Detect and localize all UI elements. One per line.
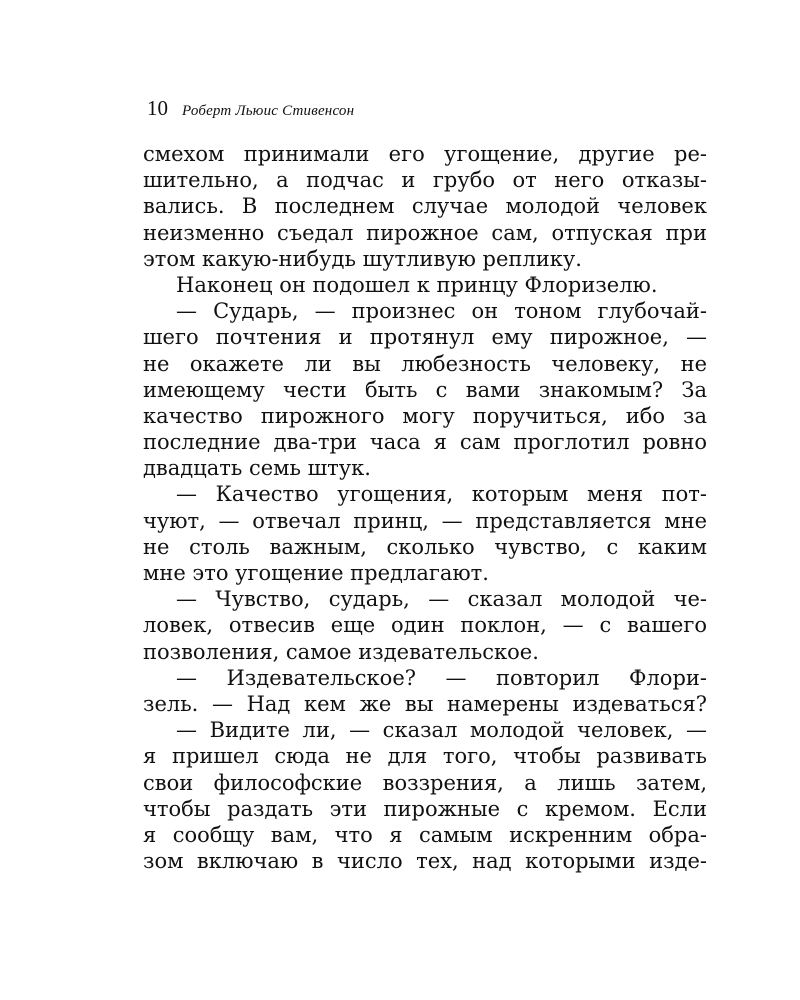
text-line: зель. — Над кем же вы намерены издеваться?	[143, 691, 707, 716]
text-line: двадцать семь штук.	[143, 456, 371, 481]
text-line: не столь важным, сколько чувство, с каким	[143, 534, 707, 559]
text-line: — Качество угощения, которым меня пот-	[176, 482, 707, 507]
text-line: ловек, отвесив еще один поклон, — с вашего	[143, 613, 707, 638]
text-line: позволения, самое издевательское.	[143, 639, 539, 664]
text-line: смехом принимали его угощение, другие ре-	[143, 142, 707, 166]
text-line: вались. В последнем случае молодой человек	[143, 194, 707, 219]
text-line: этом какую-нибудь шутливую реплику.	[143, 246, 582, 271]
text-line: не окажете ли вы любезность человеку, не	[143, 351, 707, 376]
text-line: шего почтения и протянул ему пирожное, —	[143, 325, 707, 350]
text-line: мне это угощение предлагают.	[143, 561, 489, 585]
text-line: зом включаю в число тех, над которыми изде-	[143, 849, 707, 874]
text-line: — Видите ли, — сказал молодой человек, —	[176, 718, 707, 743]
body-text	[143, 141, 707, 874]
text-line: — Чувство, сударь, — сказал молодой че-	[176, 587, 707, 612]
text-line: шительно, а подчас и грубо от него отказы-	[143, 168, 707, 193]
text-line: чуют, — отвечал принц, — представляется мне	[143, 508, 707, 533]
text-line: последние два-три часа я сам проглотил ровно	[143, 430, 707, 455]
text-line: — Сударь, — произнес он тоном глубочай-	[176, 299, 707, 324]
page-number: 10	[147, 96, 168, 120]
running-header	[147, 96, 354, 120]
text-line: — Издевательское? — повторил Флори-	[176, 665, 707, 690]
text-line: чтобы раздать эти пирожные с кремом. Если	[143, 796, 707, 821]
text-line: свои философские воззрения, а лишь затем,	[143, 770, 707, 795]
text-line: я пришел сюда не для того, чтобы развивать	[143, 744, 707, 769]
text-line: неизменно съедал пирожное сам, отпуская при	[143, 220, 707, 245]
text-line: качество пирожного могу поручиться, ибо за	[143, 403, 707, 428]
text-line: я сообщу вам, что я самым искренним обра-	[143, 822, 707, 847]
book-author: Роберт Льюис Стивенсон	[182, 103, 355, 119]
text-line: имеющему чести быть с вами знакомым? За	[143, 377, 707, 402]
text-line: Наконец он подошел к принцу Флоризелю.	[176, 272, 658, 297]
